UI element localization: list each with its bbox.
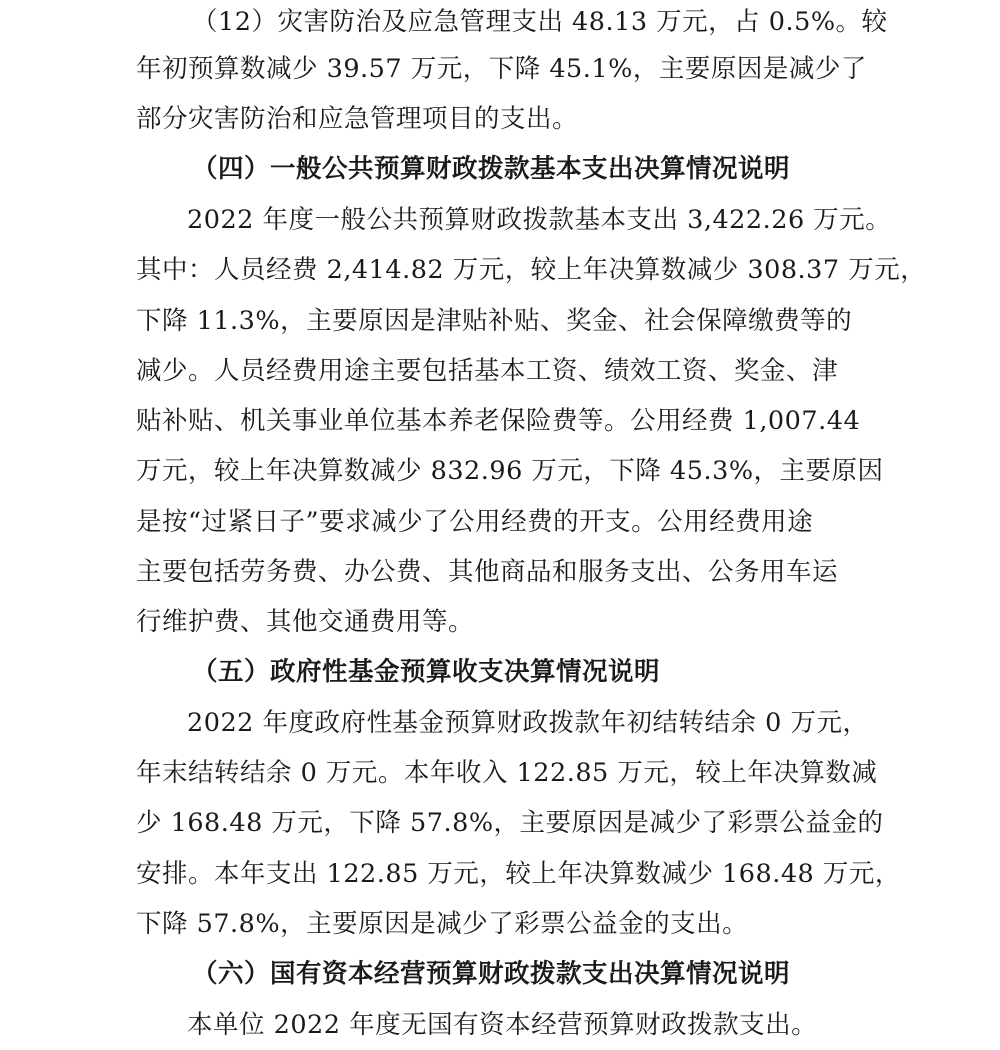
paragraph-line: 2022 年度一般公共预算财政拨款基本支出 3,422.26 万元。 <box>187 205 892 235</box>
paragraph-line: 年初预算数减少 39.57 万元，下降 45.1%，主要原因是减少了 <box>136 54 867 84</box>
paragraph-line: 年末结转结余 0 万元。本年收入 122.85 万元，较上年决算数减 <box>136 758 878 788</box>
paragraph-line: 下降 11.3%，主要原因是津贴补贴、奖金、社会保障缴费等的 <box>136 306 853 336</box>
paragraph-line: 部分灾害防治和应急管理项目的支出。 <box>136 104 579 134</box>
paragraph-line: 是按“过紧日子”要求减少了公用经费的开支。公用经费用途 <box>136 507 814 537</box>
paragraph-line: 减少。人员经费用途主要包括基本工资、绩效工资、奖金、津 <box>136 356 839 386</box>
paragraph-line: 下降 57.8%，主要原因是减少了彩票公益金的支出。 <box>136 909 749 939</box>
paragraph-line: 行维护费、其他交通费用等。 <box>136 607 475 637</box>
section-heading: （五）政府性基金预算收支决算情况说明 <box>192 657 661 687</box>
paragraph-line: 安排。本年支出 122.85 万元，较上年决算数减少 168.48 万元， <box>136 859 901 889</box>
paragraph-line: 其中：人员经费 2,414.82 万元，较上年决算数减少 308.37 万元， <box>136 255 927 285</box>
section-heading: （四）一般公共预算财政拨款基本支出决算情况说明 <box>192 154 791 184</box>
paragraph-line: 少 168.48 万元，下降 57.8%，主要原因是减少了彩票公益金的 <box>136 808 884 838</box>
paragraph-line: 本单位 2022 年度无国有资本经营预算财政拨款支出。 <box>187 1010 818 1040</box>
paragraph-line: 主要包括劳务费、办公费、其他商品和服务支出、公务用车运 <box>136 557 839 587</box>
paragraph-line: 贴补贴、机关事业单位基本养老保险费等。公用经费 1,007.44 <box>136 406 861 436</box>
section-heading: （六）国有资本经营预算财政拨款支出决算情况说明 <box>192 959 791 989</box>
paragraph-line: 2022 年度政府性基金预算财政拨款年初结转结余 0 万元， <box>187 708 869 738</box>
paragraph-line: （12）灾害防治及应急管理支出 48.13 万元，占 0.5%。较 <box>192 7 888 37</box>
paragraph-line: 万元，较上年决算数减少 832.96 万元，下降 45.3%，主要原因 <box>136 456 884 486</box>
